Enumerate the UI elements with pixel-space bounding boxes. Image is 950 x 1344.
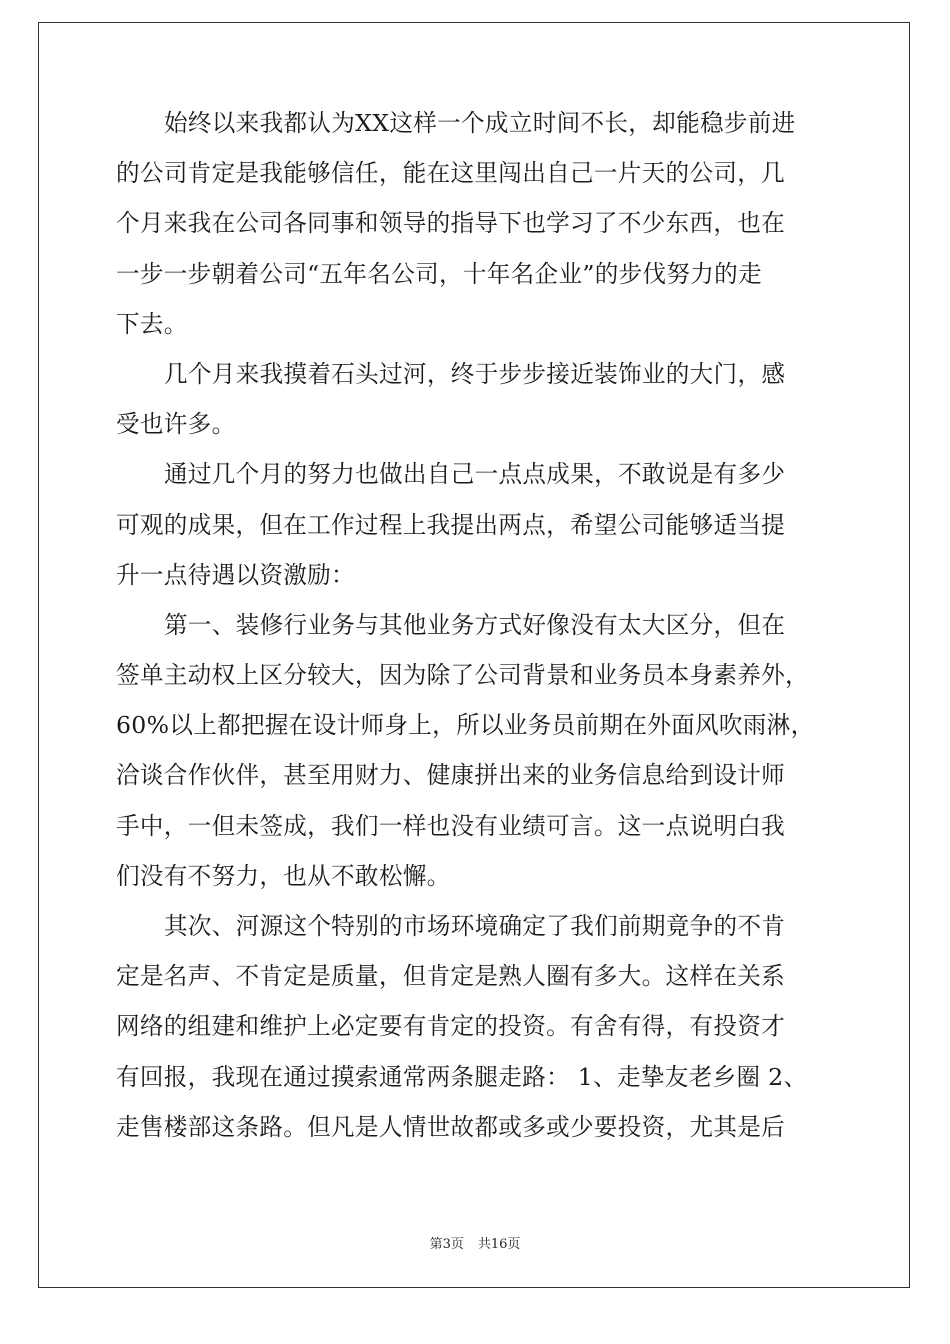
text-line: 始终以来我都认为XX这样一个成立时间不长，却能稳步前进 (164, 109, 796, 137)
text-line: 洽谈合作伙伴，甚至用财力、健康拼出来的业务信息给到设计师 (116, 761, 786, 790)
text-line: 几个月来我摸着石头过河，终于步步接近装饰业的大门，感 (164, 359, 786, 388)
text-line: 走售楼部这条路。但凡是人情世故都或多或少要投资，尤其是后 (116, 1112, 786, 1141)
text-line: 下去。 (116, 309, 188, 338)
page-footer (0, 1233, 950, 1252)
text-line: 60%以上都把握在设计师身上，所以业务员前期在外面风吹雨淋， (116, 711, 815, 740)
text-line: 其次、河源这个特别的市场环境确定了我们前期竟争的不肯 (164, 912, 786, 940)
page-count: 共16页 (477, 1237, 521, 1252)
text-line: 手中，一但未签成，我们一样也没有业绩可言。这一点说明白我 (116, 811, 786, 840)
text-line: 受也许多。 (116, 410, 236, 439)
text-line: 第一、装修行业务与其他业务方式好像没有太大区分，但在 (164, 610, 786, 639)
text-line: 通过几个月的努力也做出自己一点点成果，不敢说是有多少 (164, 460, 786, 489)
text-line: 一步一步朝着公司“五年名公司，十年名企业”的步伐努力的走 (116, 259, 762, 288)
text-line: 个月来我在公司各同事和领导的指导下也学习了不少东西，也在 (116, 209, 786, 238)
text-line: 可观的成果，但在工作过程上我提出两点，希望公司能够适当提 (116, 510, 786, 539)
text-line: 们没有不努力，也从不敢松懈。 (116, 861, 451, 890)
page-number: 第3页 (429, 1237, 464, 1252)
text-line: 升一点待遇以资激励： (116, 560, 355, 589)
text-line: 的公司肯定是我能够信任，能在这里闯出自己一片天的公司，几 (116, 159, 786, 188)
text-line: 签单主动权上区分较大，因为除了公司背景和业务员本身素养外， (116, 661, 809, 690)
text-line: 定是名声、不肯定是质量，但肯定是熟人圈有多大。这样在关系 (116, 962, 786, 991)
text-line: 有回报，我现在通过摸索通常两条腿走路： 1、走挚友老乡圈 2、 (116, 1062, 808, 1091)
text-line: 网络的组建和维护上必定要有肯定的投资。有舍有得，有投资才 (116, 1012, 786, 1041)
document-body (116, 98, 832, 1152)
